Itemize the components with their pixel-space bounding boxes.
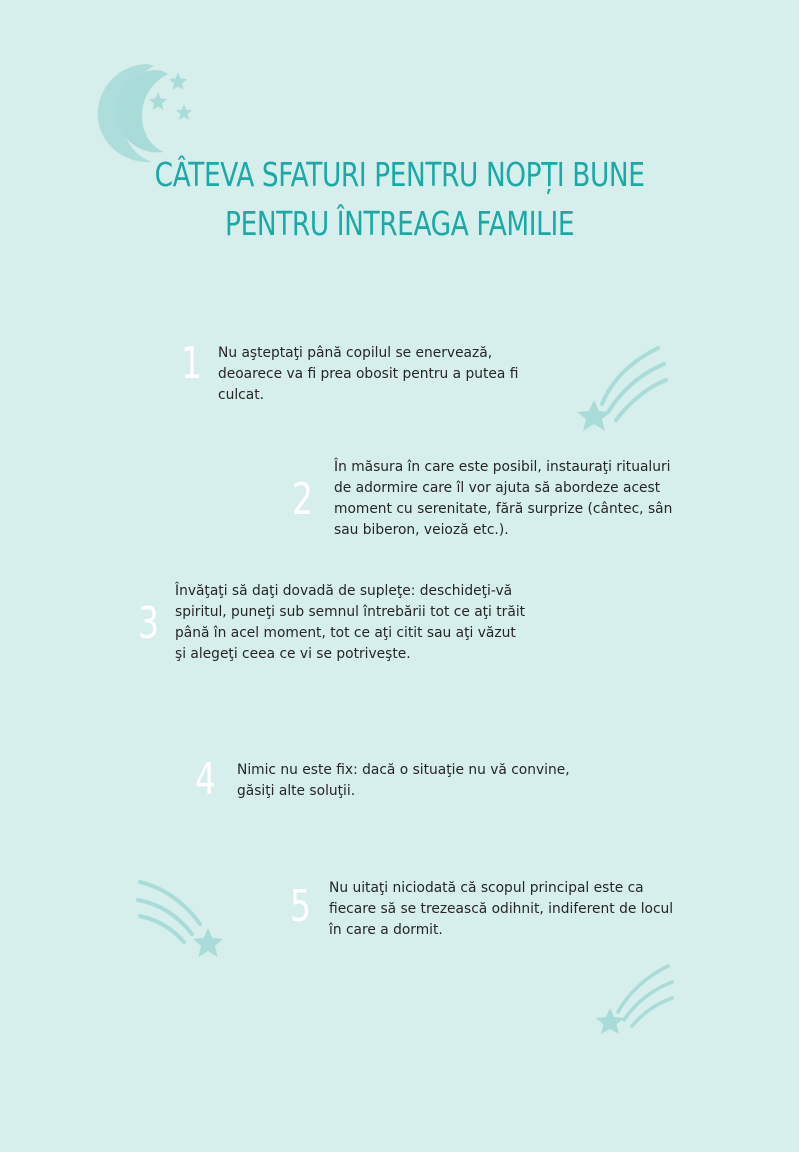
shooting-star-icon — [572, 344, 668, 436]
tip-text: Nimic nu este fix: dacă o situaţie nu vă convine, găsiţi alte soluţii. — [237, 762, 570, 799]
page-title — [80, 150, 719, 248]
tip-text: În măsura în care este posibil, instauraţi ritualuri de adormire care îl vor ajuta să abordeze acest moment cu serenitate, fără surprize (cântec, sân sau biberon, veioză etc.). — [334, 459, 673, 538]
title-line-1: CÂTEVA SFATURI PENTRU NOPȚI BUNE — [154, 155, 645, 194]
shooting-star-icon — [134, 872, 228, 964]
tip-number: 4 — [195, 754, 216, 805]
tip-number: 2 — [292, 474, 313, 525]
tip-number: 1 — [181, 338, 202, 389]
title-line-2: PENTRU ÎNTREAGA FAMILIE — [225, 204, 575, 243]
tip-number: 3 — [138, 598, 159, 649]
tip-text: Nu uitaţi niciodată că scopul principal este ca fiecare să se trezească odihnit, indiferent de locul în care a dormit. — [329, 880, 674, 938]
tip-number: 5 — [290, 881, 311, 932]
tip-text: Învăţaţi să daţi dovadă de supleţe: deschideţi-vă spiritul, puneţi sub semnul întrebării tot ce aţi trăit până în acel moment, tot ce aţi citit sau aţi văzut şi alegeţi ceea ce vi se potriveşte. — [175, 583, 526, 662]
shooting-star-icon — [594, 962, 674, 1038]
tip-text: Nu aşteptaţi până copilul se enervează, deoarece va fi prea obosit pentru a putea fi culcat. — [218, 345, 519, 403]
